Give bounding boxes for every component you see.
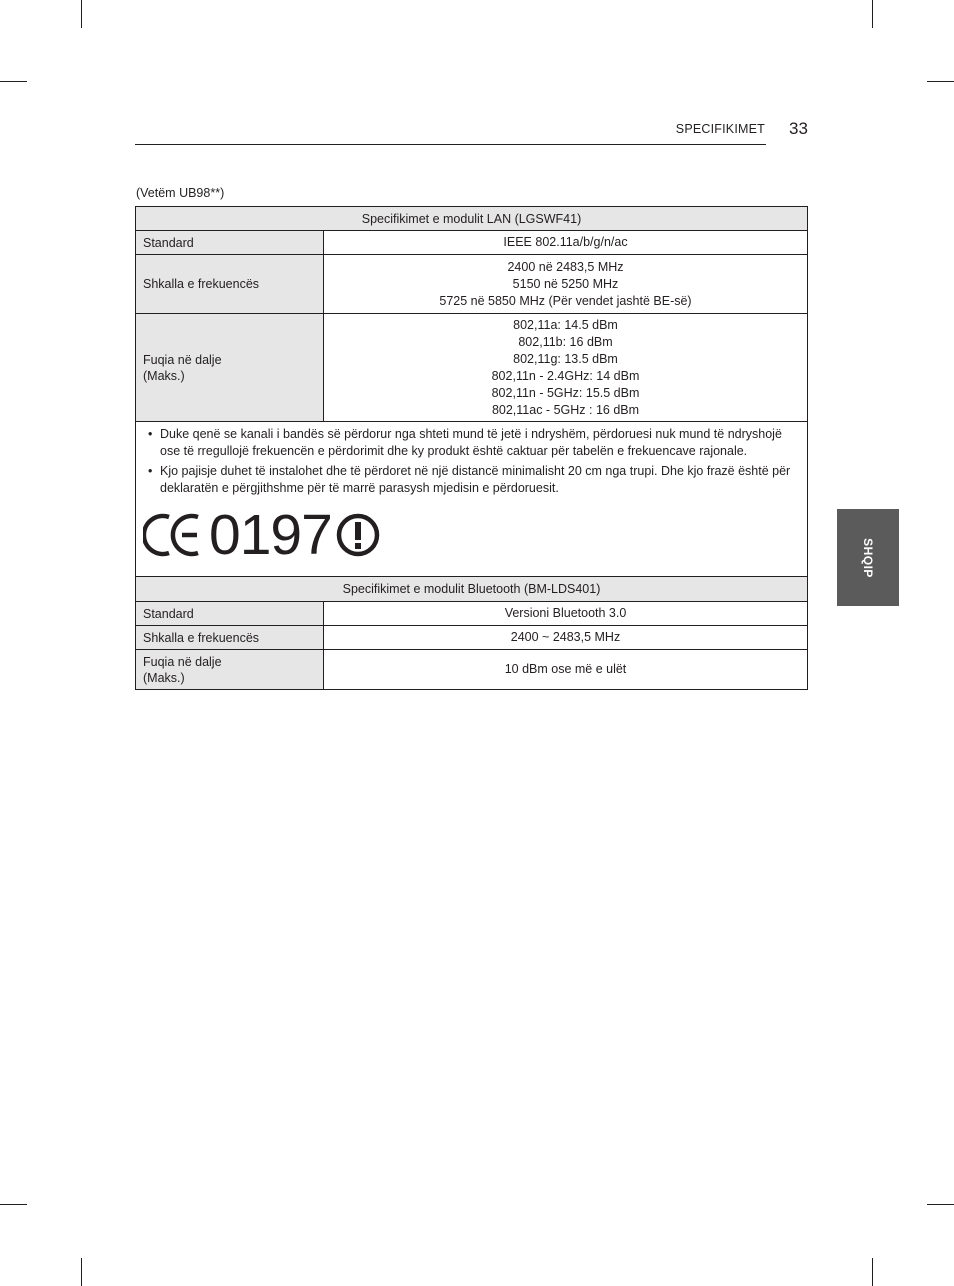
page-number: 33 bbox=[789, 119, 808, 138]
row-value: 802,11a: 14.5 dBm 802,11b: 16 dBm 802,11g: 13.5 dBm 802,11n - 2.4GHz: 14 dBm 802,11n - 5GHz: 15.5 dBm 802,11ac - 5GHz : 16 dBm bbox=[324, 314, 808, 422]
ce-mark-icon bbox=[143, 512, 205, 558]
lan-table-title: Specifikimet e modulit LAN (LGSWF41) bbox=[136, 207, 808, 231]
crop-mark bbox=[0, 81, 27, 82]
crop-mark bbox=[927, 81, 954, 82]
crop-mark bbox=[0, 1204, 27, 1205]
table-row bbox=[136, 207, 808, 231]
section-title: SPECIFIKIMET bbox=[675, 122, 765, 136]
bt-table-title: Specifikimet e modulit Bluetooth (BM-LDS401) bbox=[136, 577, 808, 602]
note-item: • Kjo pajisje duhet të instalohet dhe të përdoret në një distancë minimalisht 20 cm nga trupi. Dhe kjo frazë është për deklaratën e përgjithshme për të marrë parasysh mjedisin e përdoruesit. bbox=[147, 463, 797, 496]
row-value: 2400 ~ 2483,5 MHz bbox=[324, 626, 808, 650]
crop-mark bbox=[872, 0, 873, 28]
spec-table bbox=[135, 206, 808, 690]
row-label: Fuqia në dalje (Maks.) bbox=[136, 314, 324, 422]
table-row bbox=[136, 577, 808, 602]
row-value: IEEE 802.11a/b/g/n/ac bbox=[324, 231, 808, 255]
language-tab-label: SHQIP bbox=[861, 537, 875, 578]
crop-mark bbox=[81, 0, 82, 28]
table-row bbox=[136, 602, 808, 626]
row-label: Fuqia në dalje (Maks.) bbox=[136, 650, 324, 690]
row-label: Standard bbox=[136, 602, 324, 626]
table-row bbox=[136, 650, 808, 690]
table-row bbox=[136, 314, 808, 422]
row-value: 2400 në 2483,5 MHz 5150 në 5250 MHz 5725 në 5850 MHz (Për vendet jashtë BE-së) bbox=[324, 255, 808, 314]
notes-cell bbox=[136, 422, 808, 577]
language-tab bbox=[837, 509, 899, 606]
notified-body-number: 0197 bbox=[209, 503, 332, 567]
row-value: Versioni Bluetooth 3.0 bbox=[324, 602, 808, 626]
model-note: (Vetëm UB98**) bbox=[136, 186, 225, 200]
crop-mark bbox=[81, 1258, 82, 1286]
table-row bbox=[136, 422, 808, 577]
table-row bbox=[136, 231, 808, 255]
table-row bbox=[136, 626, 808, 650]
row-label: Shkalla e frekuencës bbox=[136, 626, 324, 650]
row-value: 10 dBm ose më e ulët bbox=[324, 650, 808, 690]
crop-mark bbox=[872, 1258, 873, 1286]
header-divider bbox=[135, 144, 766, 145]
row-label: Shkalla e frekuencës bbox=[136, 255, 324, 314]
ce-compliance bbox=[143, 503, 797, 567]
note-item: • Duke qenë se kanali i bandës së përdorur nga shteti mund të jetë i ndryshëm, përdoruesi nuk mund të ndryshojë ose të rregullojë frekuencën e përdorimit dhe ky produkt është caktuar për tabelën e frekuencave rajonale. bbox=[147, 426, 797, 459]
crop-mark bbox=[927, 1204, 954, 1205]
alert-icon bbox=[336, 513, 380, 557]
table-row bbox=[136, 255, 808, 314]
row-label: Standard bbox=[136, 231, 324, 255]
